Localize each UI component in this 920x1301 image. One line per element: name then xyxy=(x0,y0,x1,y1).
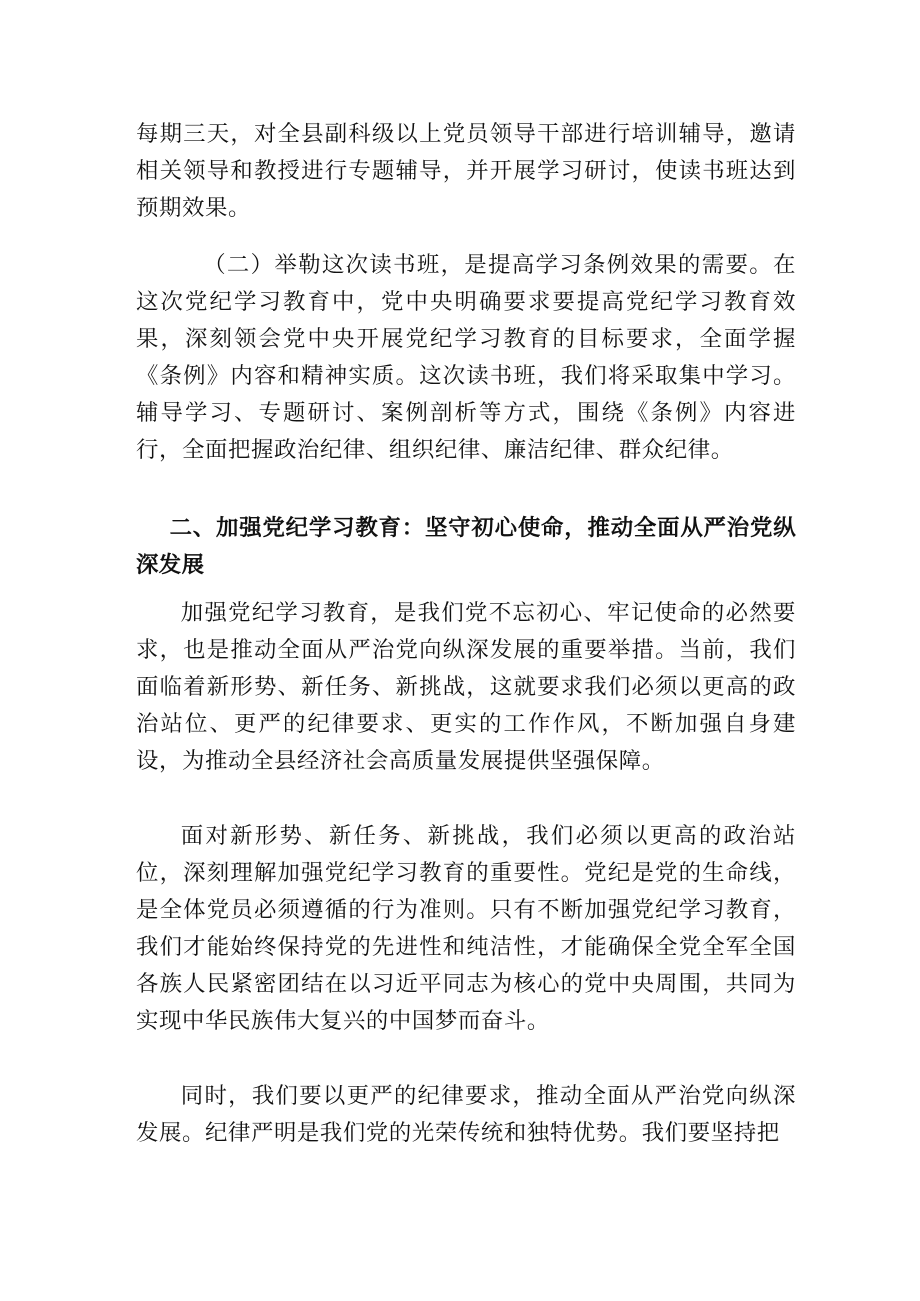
paragraph-discipline: 同时，我们要以更严的纪律要求，推动全面从严治党向纵深发展。纪律严明是我们党的光荣传统和独特优势。我们要坚持把 xyxy=(136,1083,796,1146)
paragraph-importance: 面对新形势、新任务、新挑战，我们必须以更高的政治站位，深刻理解加强党纪学习教育的重要性。党纪是党的生命线，是全体党员必须遵循的行为准则。只有不断加强党纪学习教育，我们才能始终保持党的先进性和纯洁性，才能确保全党全军全国各族人民紧密团结在以习近平同志为核心的党中央周围，共同为实现中华民族伟大复兴的中国梦而奋斗。 xyxy=(136,823,796,1034)
paragraph-intro: 加强党纪学习教育，是我们党不忘初心、牢记使命的必然要求，也是推动全面从严治党向纵深发展的重要举措。当前，我们面临着新形势、新任务、新挑战，这就要求我们必须以更高的政治站位、更严的纪律要求、更实的工作作风，不断加强自身建设，为推动全县经济社会高质量发展提供坚强保障。 xyxy=(136,600,796,774)
section-heading: 二、加强党纪学习教育：坚守初心使命，推动全面从严治党纵深发展 xyxy=(136,515,796,578)
paragraph-continuation: 每期三天，对全县副科级以上党员领导干部进行培训辅导，邀请相关领导和教授进行专题辅导，并开展学习研讨，使读书班达到预期效果。 xyxy=(136,121,796,221)
paragraph-section-2: （二）举勒这次读书班，是提高学习条例效果的需要。在这次党纪学习教育中，党中央明确要求要提高党纪学习教育效果，深刻领会党中央开展党纪学习教育的目标要求，全面学握《条例》内容和精神实质。这次读书班，我们将采取集中学习。辅导学习、专题研讨、案例剖析等方式，围绕《条例》内容进行，全面把握政治纪律、组织纪律、廉洁纪律、群众纪律。 xyxy=(136,252,796,463)
